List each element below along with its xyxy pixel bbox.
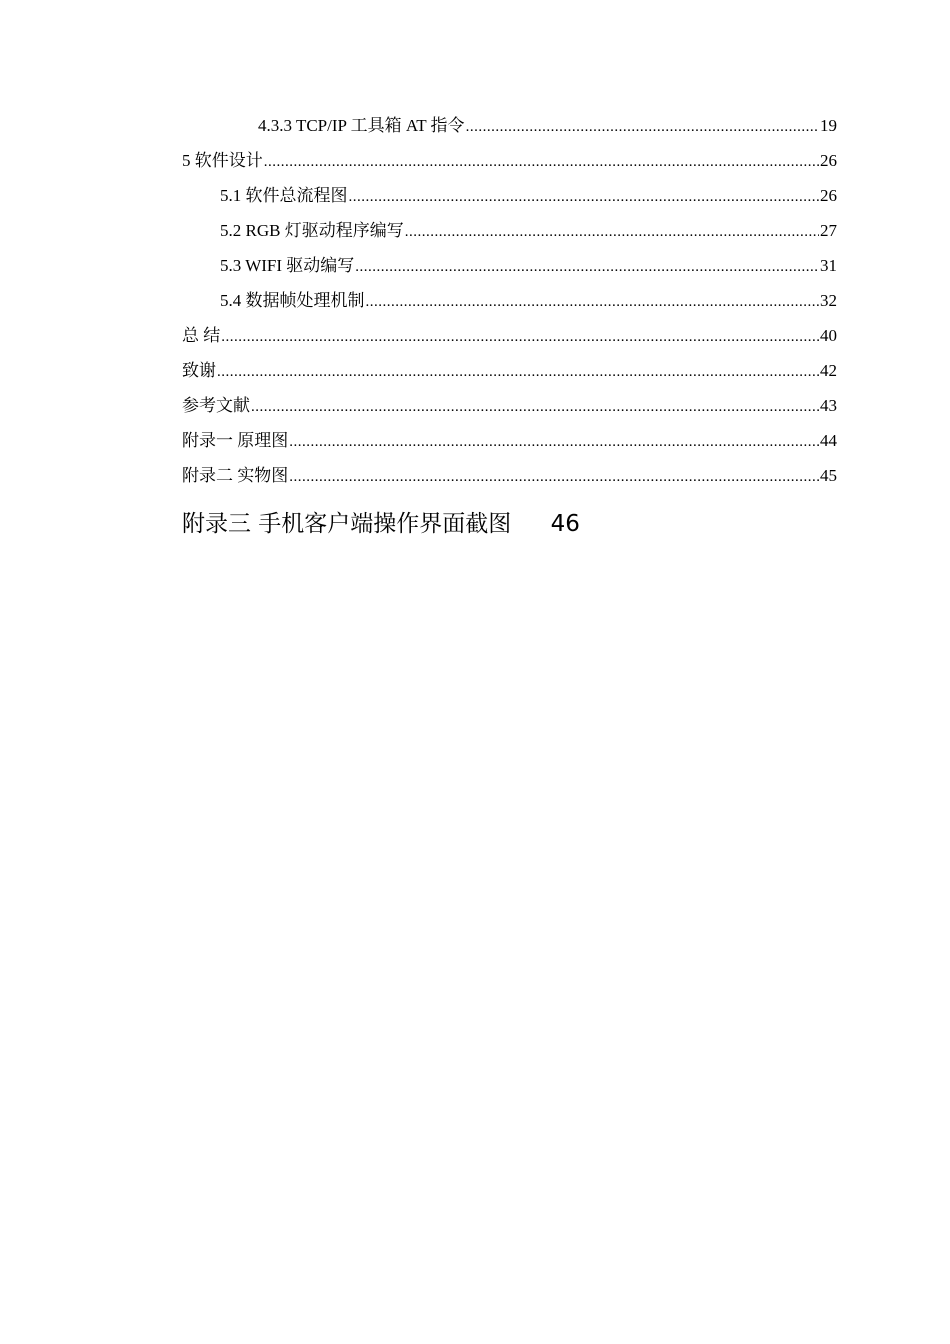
toc-entry-title: 附录二 实物图 <box>182 466 289 485</box>
toc-entry-4-3-3[interactable] <box>182 111 837 146</box>
toc-entry-5-3[interactable] <box>182 251 837 286</box>
toc-dot-leader <box>355 252 819 282</box>
toc-entry-summary[interactable] <box>182 321 837 356</box>
toc-entry-page: 44 <box>820 431 837 450</box>
toc-dot-leader <box>264 147 819 177</box>
toc-dot-leader <box>366 287 820 317</box>
toc-entry-page: 19 <box>820 116 837 135</box>
toc-entry-5-4[interactable] <box>182 286 837 321</box>
toc-entry-page: 32 <box>820 291 837 310</box>
toc-dot-leader <box>466 112 819 142</box>
toc-entry-title: 参考文献 <box>182 396 250 415</box>
toc-entry-title: 5.1 软件总流程图 <box>220 186 348 205</box>
toc-entry-title: 5 软件设计 <box>182 151 263 170</box>
table-of-contents <box>182 111 837 496</box>
toc-dot-leader <box>217 357 819 387</box>
toc-entry-page: 31 <box>820 256 837 275</box>
toc-dot-leader <box>289 427 819 457</box>
toc-dot-leader <box>405 217 819 247</box>
toc-entry-title: 附录一 原理图 <box>182 431 289 450</box>
toc-entry-5[interactable] <box>182 146 837 181</box>
toc-dot-leader <box>349 182 820 212</box>
toc-entry-title: 5.3 WIFI 驱动编写 <box>220 256 355 275</box>
toc-entry-appendix-2[interactable] <box>182 461 837 496</box>
toc-entry-title: 5.4 数据帧处理机制 <box>220 291 365 310</box>
toc-entry-page: 43 <box>820 396 837 415</box>
toc-entry-appendix-1[interactable] <box>182 426 837 461</box>
toc-entry-title: 5.2 RGB 灯驱动程序编写 <box>220 221 404 240</box>
toc-entry-page: 42 <box>820 361 837 380</box>
toc-entry-page: 45 <box>820 466 837 485</box>
toc-entry-page: 26 <box>820 151 837 170</box>
toc-entry-5-1[interactable] <box>182 181 837 216</box>
toc-entry-title: 致谢 <box>182 361 216 380</box>
toc-entry-appendix-3[interactable] <box>182 504 580 544</box>
toc-entry-page: 46 <box>550 511 580 537</box>
toc-entry-acknowledgements[interactable] <box>182 356 837 391</box>
toc-dot-leader <box>221 322 819 352</box>
toc-entry-title: 总 结 <box>182 326 221 345</box>
toc-entry-page: 26 <box>820 186 837 205</box>
toc-dot-leader <box>289 462 819 492</box>
toc-entry-page: 27 <box>820 221 837 240</box>
toc-entry-title: 4.3.3 TCP/IP 工具箱 AT 指令 <box>258 116 465 135</box>
toc-entry-references[interactable] <box>182 391 837 426</box>
toc-entry-title: 附录三 手机客户端操作界面截图 <box>182 511 512 537</box>
toc-entry-5-2[interactable] <box>182 216 837 251</box>
toc-entry-page: 40 <box>820 326 837 345</box>
toc-dot-leader <box>251 392 819 422</box>
